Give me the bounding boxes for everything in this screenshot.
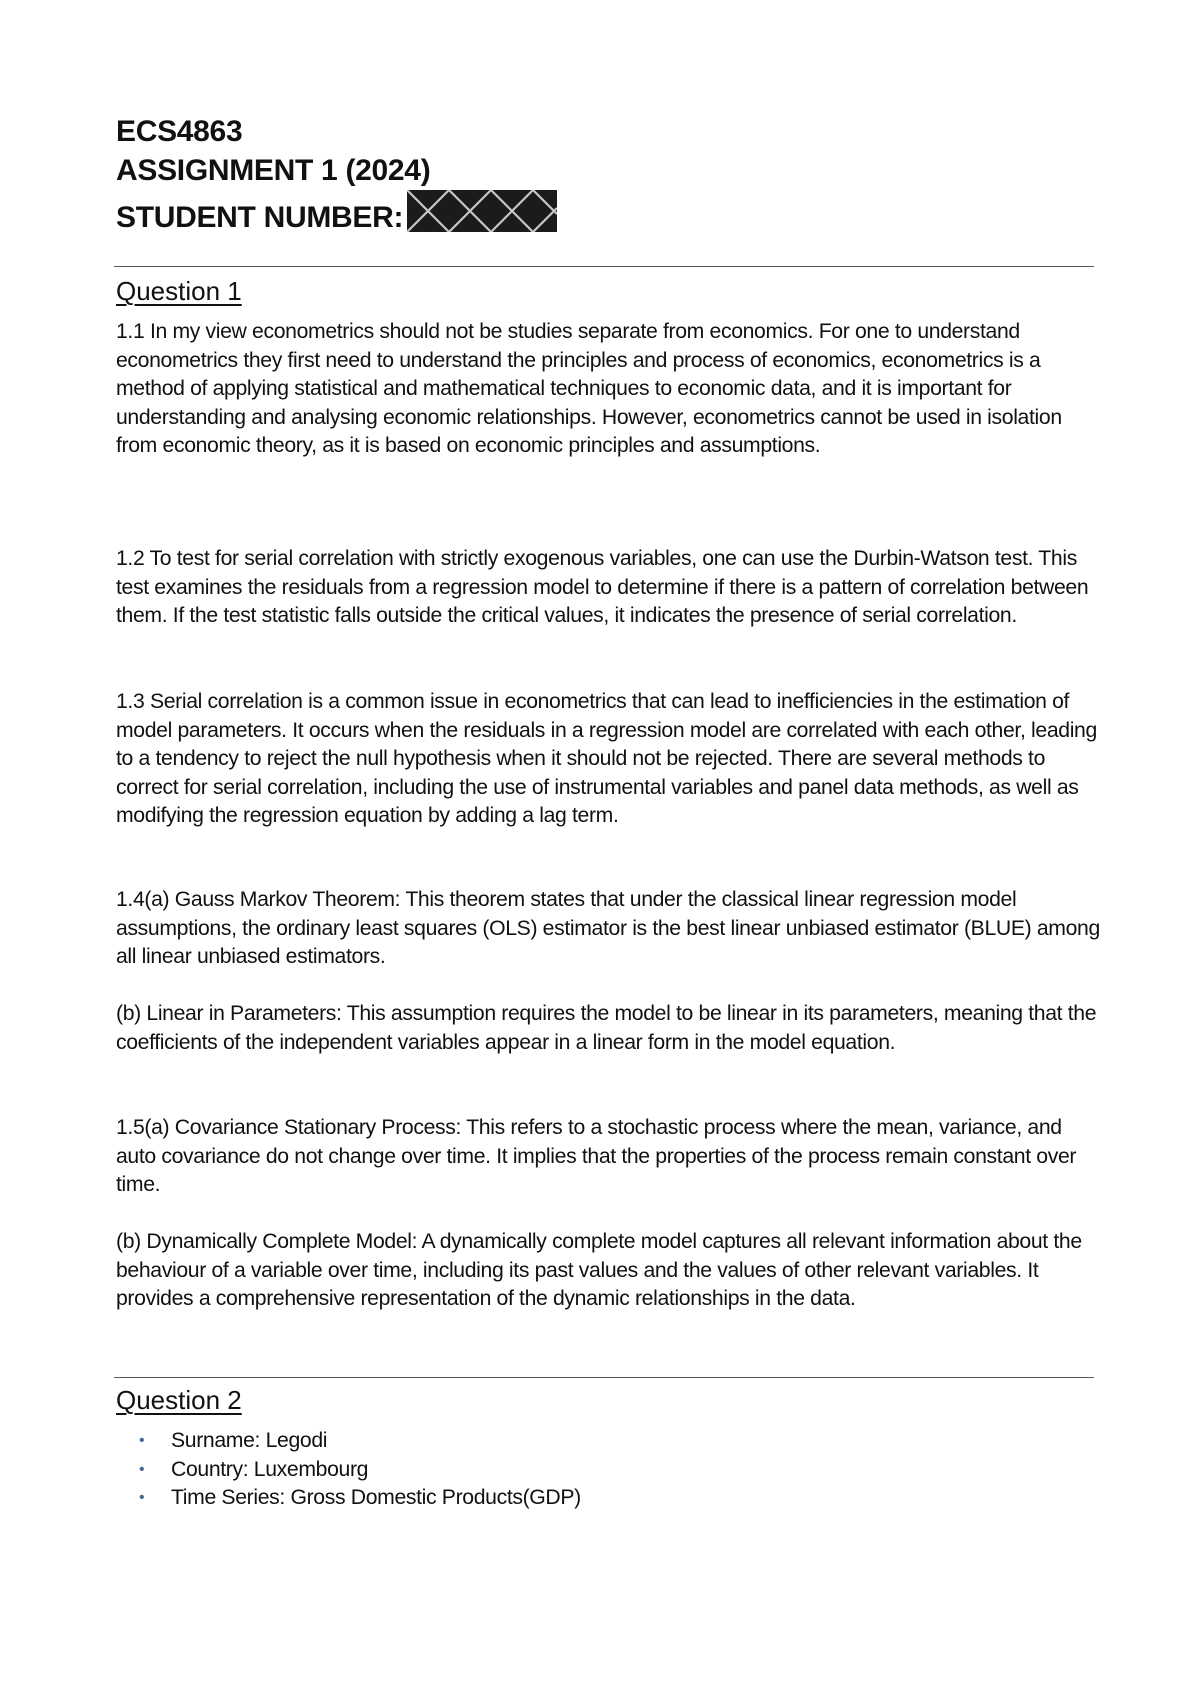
answer-1-4a: 1.4(a) Gauss Markov Theorem: This theorem states that under the classical linear regression model assumptions, the ordinary least squares (OLS) estimator is the best linear unbiased estimator (BLUE) among all linear unbiased estimators. <box>116 888 1100 968</box>
document-header <box>116 112 557 237</box>
country-item: Country: Luxembourg <box>171 1457 369 1481</box>
answer-1-3: 1.3 Serial correlation is a common issue in econometrics that can lead to inefficiencies in the estimation of model parameters. It occurs when the residuals in a regression model are correlated with each other, leading to a tendency to reject the null hypothesis when it should not be rejected. There are several methods to correct for serial correlation, including the use of instrumental variables and panel data methods, as well as modifying the regression equation by adding a lag term. <box>116 690 1097 827</box>
section-divider <box>114 1377 1094 1378</box>
assignment-title: ASSIGNMENT 1 (2024) <box>116 154 431 187</box>
answer-1-4b: (b) Linear in Parameters: This assumption requires the model to be linear in its parameters, meaning that the coefficients of the independent variables appear in a linear form in the model equation. <box>116 1002 1097 1054</box>
bullet-icon: • <box>139 1432 145 1449</box>
list-item <box>116 1427 581 1456</box>
section-divider <box>114 266 1094 267</box>
question-1-heading: Question 1 <box>116 276 242 306</box>
question-2-list <box>116 1427 581 1513</box>
answer-1-5a: 1.5(a) Covariance Stationary Process: This refers to a stochastic process where the mean, variance, and auto covariance do not change over time. It implies that the properties of the process remain constant over time. <box>116 1116 1077 1196</box>
time-series-item: Time Series: Gross Domestic Products(GDP) <box>171 1486 581 1509</box>
redacted-student-number <box>407 190 557 232</box>
bullet-icon: • <box>139 1460 145 1478</box>
answer-1-2: 1.2 To test for serial correlation with strictly exogenous variables, one can use the Durbin-Watson test. This test examines the residuals from a regression model to determine if there is a pattern of correlation between them. If the test statistic falls outside the critical values, it indicates the presence of serial correlation. <box>116 547 1089 627</box>
answer-1-5b: (b) Dynamically Complete Model: A dynamically complete model captures all relevant information about the behaviour of a variable over time, including its past values and the values of other relevant variables. It provides a comprehensive representation of the dynamic relationships in the data. <box>116 1230 1082 1310</box>
student-number-label: STUDENT NUMBER: <box>116 201 404 234</box>
answer-1-1: 1.1 In my view econometrics should not be studies separate from economics. For one to understand econometrics they first need to understand the principles and process of economics, econometrics is a method of applying statistical and mathematical techniques to economic data, and it is important for understanding and analysing economic relationships. However, econometrics cannot be used in isolation from economic theory, as it is based on economic principles and assumptions. <box>116 320 1062 457</box>
list-item <box>116 1456 581 1485</box>
list-item <box>116 1484 581 1513</box>
question-2-heading: Question 2 <box>116 1385 242 1415</box>
student-number-line <box>116 190 557 237</box>
bullet-icon: • <box>139 1489 145 1506</box>
surname-item: Surname: Legodi <box>171 1429 328 1452</box>
course-code: ECS4863 <box>116 115 243 148</box>
